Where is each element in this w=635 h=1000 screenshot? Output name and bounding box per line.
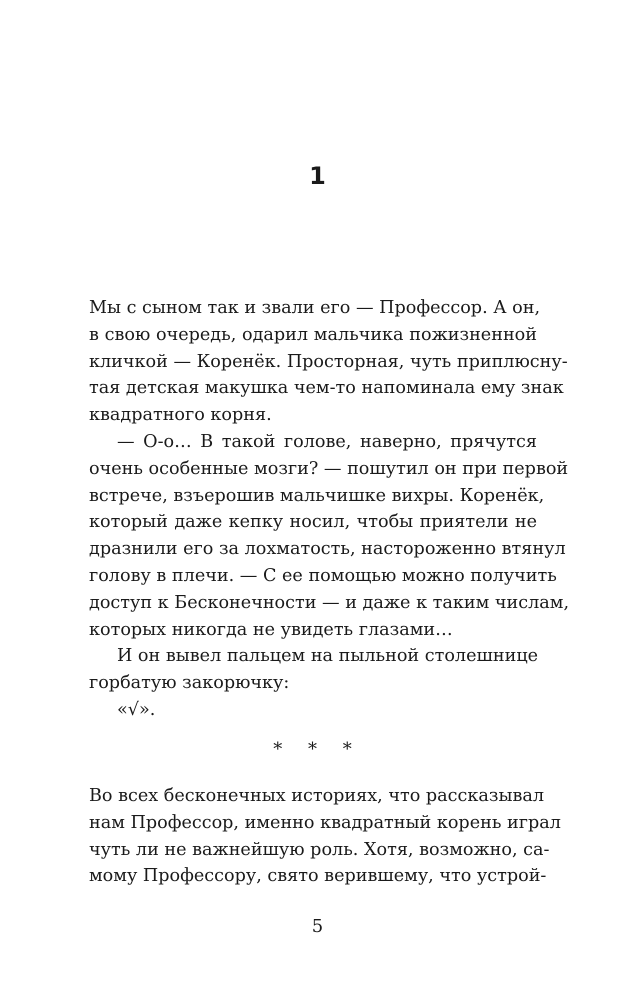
text-line: квадратного корня. [89, 405, 272, 426]
text-line: который даже кепку носил, чтобы приятели не [89, 512, 537, 533]
text-line: И он вывел пальцем на пыльной столешнице [117, 646, 539, 667]
text-line: чуть ли не важнейшую роль. Хотя, возможно, са- [89, 839, 550, 860]
page-number: 5 [311, 916, 324, 937]
text-line: Во всех бесконечных историях, что рассказывал [89, 786, 545, 806]
text-line: голову в плечи. — С ее помощью можно получить [89, 565, 557, 586]
text-line: очень особенные мозги? — пошутил он при первой [89, 458, 569, 479]
text-line: нам Профессор, именно квадратный корень играл [89, 812, 561, 833]
chapter-number: 1 [309, 162, 326, 190]
text-line: горбатую закорючку: [89, 673, 290, 694]
section-separator: * * * [273, 739, 362, 760]
text-line: Мы с сыном так и звали его — Профессор. А он, [89, 298, 541, 318]
text-line: мому Профессору, свято верившему, что устрой- [89, 866, 547, 887]
text-line: кличкой — Коренёк. Просторная, чуть приплюсну- [89, 351, 568, 372]
text-line: тая детская макушка чем-то напоминала ему знак [89, 378, 564, 399]
text-line: которых никогда не увидеть глазами… [89, 619, 453, 640]
text-line: «√». [117, 699, 156, 720]
chapter-text-section-1 [89, 295, 570, 724]
text-line: — О-о… В такой голове, наверно, прячутся [117, 431, 537, 452]
chapter-text-section-2 [89, 783, 561, 890]
text-line: доступ к Бесконечности — и даже к таким числам, [89, 592, 570, 613]
text-line: дразнили его за лохматость, настороженно втянул [89, 539, 566, 560]
text-line: в свою очередь, одарил мальчика пожизненной [89, 324, 537, 345]
text-line: встрече, взъерошив мальчишке вихры. Коренёк, [89, 485, 545, 506]
